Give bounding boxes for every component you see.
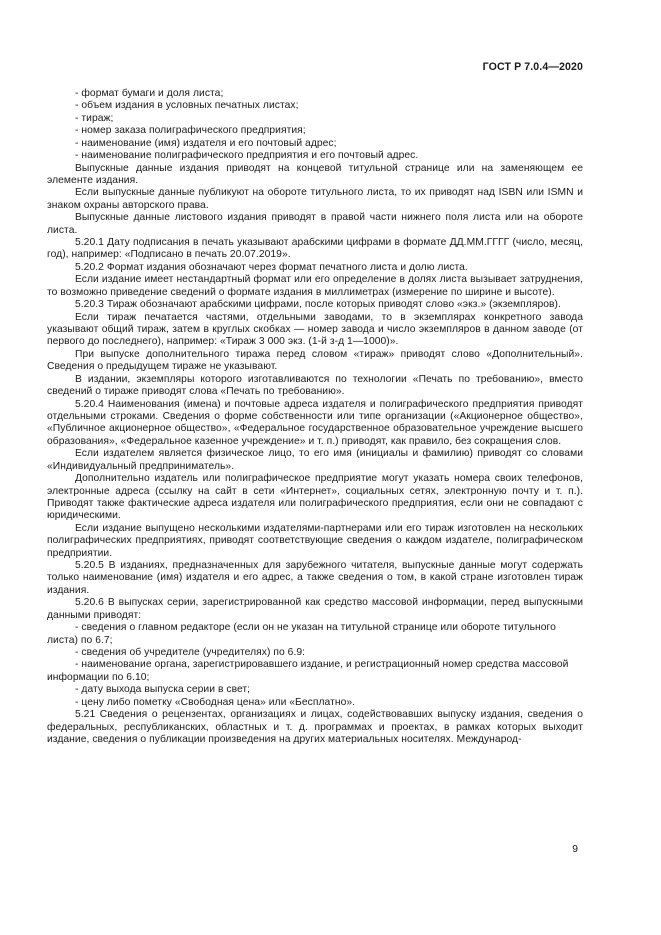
- paragraph: Дополнительно издатель или полиграфическое предприятие могут указать номера своих телефонов, электронные адреса (ссылку на сайт в сети «Интернет», социальных сетях, электронную почту и т. п.). Приводят также фактические адреса издателя или полиграфического предприятия, если они не совпадают с юридическими.: [47, 473, 583, 522]
- paragraph: Если издателем является физическое лицо, то его имя (инициалы и фамилию) приводят со словами «Индивидуальный предприниматель».: [47, 448, 583, 472]
- list-item: - объем издания в условных печатных листах;: [75, 100, 299, 112]
- paragraph: Выпускные данные издания приводят на концевой титульной странице или на заменяющем ее элементе издания.: [47, 162, 583, 186]
- document-body: [47, 88, 583, 746]
- paragraph: 5.20.3 Тираж обозначают арабскими цифрами, после которых приводят слово «экз.» (экземпляров).: [75, 299, 561, 311]
- paragraph: Если тираж печатается частями, отдельными заводами, то в экземплярах конкретного завода указывают общий тираж, затем в круглых скобках — номер завода и число экземпляров в данном заводе (от первого до последнего), например: «Тираж 3 000 экз. (1-й з-д 1—1000)».: [47, 311, 583, 348]
- list-item: - номер заказа полиграфического предприятия;: [75, 125, 306, 137]
- paragraph: 5.21 Сведения о рецензентах, организациях и лицах, содействовавших выпуску издания, сведения о федеральных, республиканских, областных и т. д. программах и проектах, в рамках которых выходит издание, сведения о публикации произведения на других материальных носителях. Международ-: [47, 709, 583, 745]
- list-item: - формат бумаги и доля листа;: [75, 88, 224, 99]
- paragraph: 5.20.6 В выпусках серии, зарегистрированной как средство массовой информации, перед выпускными данными приводят:: [47, 597, 583, 621]
- paragraph: 5.20.4 Наименования (имена) и почтовые адреса издателя и полиграфического предприятия приводят отдельными строками. Сведения о форме собственности или типе организации («Акционерное общество», «Публичное акционерное общество», «Федеральное государственное образовательное учреждение высшего образования», «Федеральное казенное учреждение» и т. п.) приводят, как правило, без сокращения слов.: [47, 398, 583, 447]
- paragraph: При выпуске дополнительного тиража перед словом «тираж» приводят слово «Дополнительный». Сведения о предыдущем тираже не указывают.: [47, 348, 583, 373]
- list-item: - сведения об учредителе (учредителях) по 6.9:: [75, 646, 306, 658]
- standard-header: ГОСТ Р 7.0.4—2020: [482, 61, 583, 73]
- list-item: - наименование (имя) издателя и его почтовый адрес;: [75, 137, 337, 149]
- list-item: - наименование органа, зарегистрировавшего издание, и регистрационный номер средства массовой информации по 6.10;: [47, 659, 569, 683]
- paragraph: Если издание выпущено несколькими издателями-партнерами или его тираж изготовлен на нескольких полиграфических предприятиях, приводят соответствующие сведения о каждом издателе, полиграфическом предприятии.: [47, 522, 583, 559]
- paragraph: Если издание имеет нестандартный формат или его определение в долях листа вызывает затруднения, то возможно приведение сведений о формате издания в миллиметрах (измерение по ширине и высоте).: [47, 274, 583, 298]
- paragraph: 5.20.2 Формат издания обозначают через формат печатного листа и долю листа.: [75, 261, 468, 273]
- paragraph: 5.20.1 Дату подписания в печать указывают арабскими цифрами в формате ДД.ММ.ГГГГ (число, месяц, год), например: «Подписано в печать 20.07.2019».: [47, 237, 583, 261]
- paragraph: Выпускные данные листового издания приводят в правой части нижнего поля листа или на обороте листа.: [47, 212, 583, 236]
- list-item: - тираж;: [75, 112, 114, 124]
- page-number: 9: [572, 844, 578, 855]
- paragraph: В издании, экземпляры которого изготавливаются по технологии «Печать по требованию», вместо сведений о тираже приводят слова «Печать по требованию».: [47, 373, 583, 398]
- list-item: - сведения о главном редакторе (если он не указан на титульной странице или обороте титульного листа) по 6.7;: [47, 622, 556, 646]
- paragraph: 5.20.5 В изданиях, предназначенных для зарубежного читателя, выпускные данные могут содержать только наименование (имя) издателя и его адрес, а также сведения о том, в какой стране изготовлен тираж издания.: [47, 560, 583, 596]
- paragraph: Если выпускные данные публикуют на обороте титульного листа, то их приводят над ISBN или ISMN и знаком охраны авторского права.: [47, 187, 583, 211]
- list-item: - дату выхода выпуска серии в свет;: [75, 684, 251, 696]
- list-item: - цену либо пометку «Свободная цена» или «Бесплатно».: [75, 696, 356, 708]
- list-item: - наименование полиграфического предприятия и его почтовый адрес.: [75, 150, 419, 162]
